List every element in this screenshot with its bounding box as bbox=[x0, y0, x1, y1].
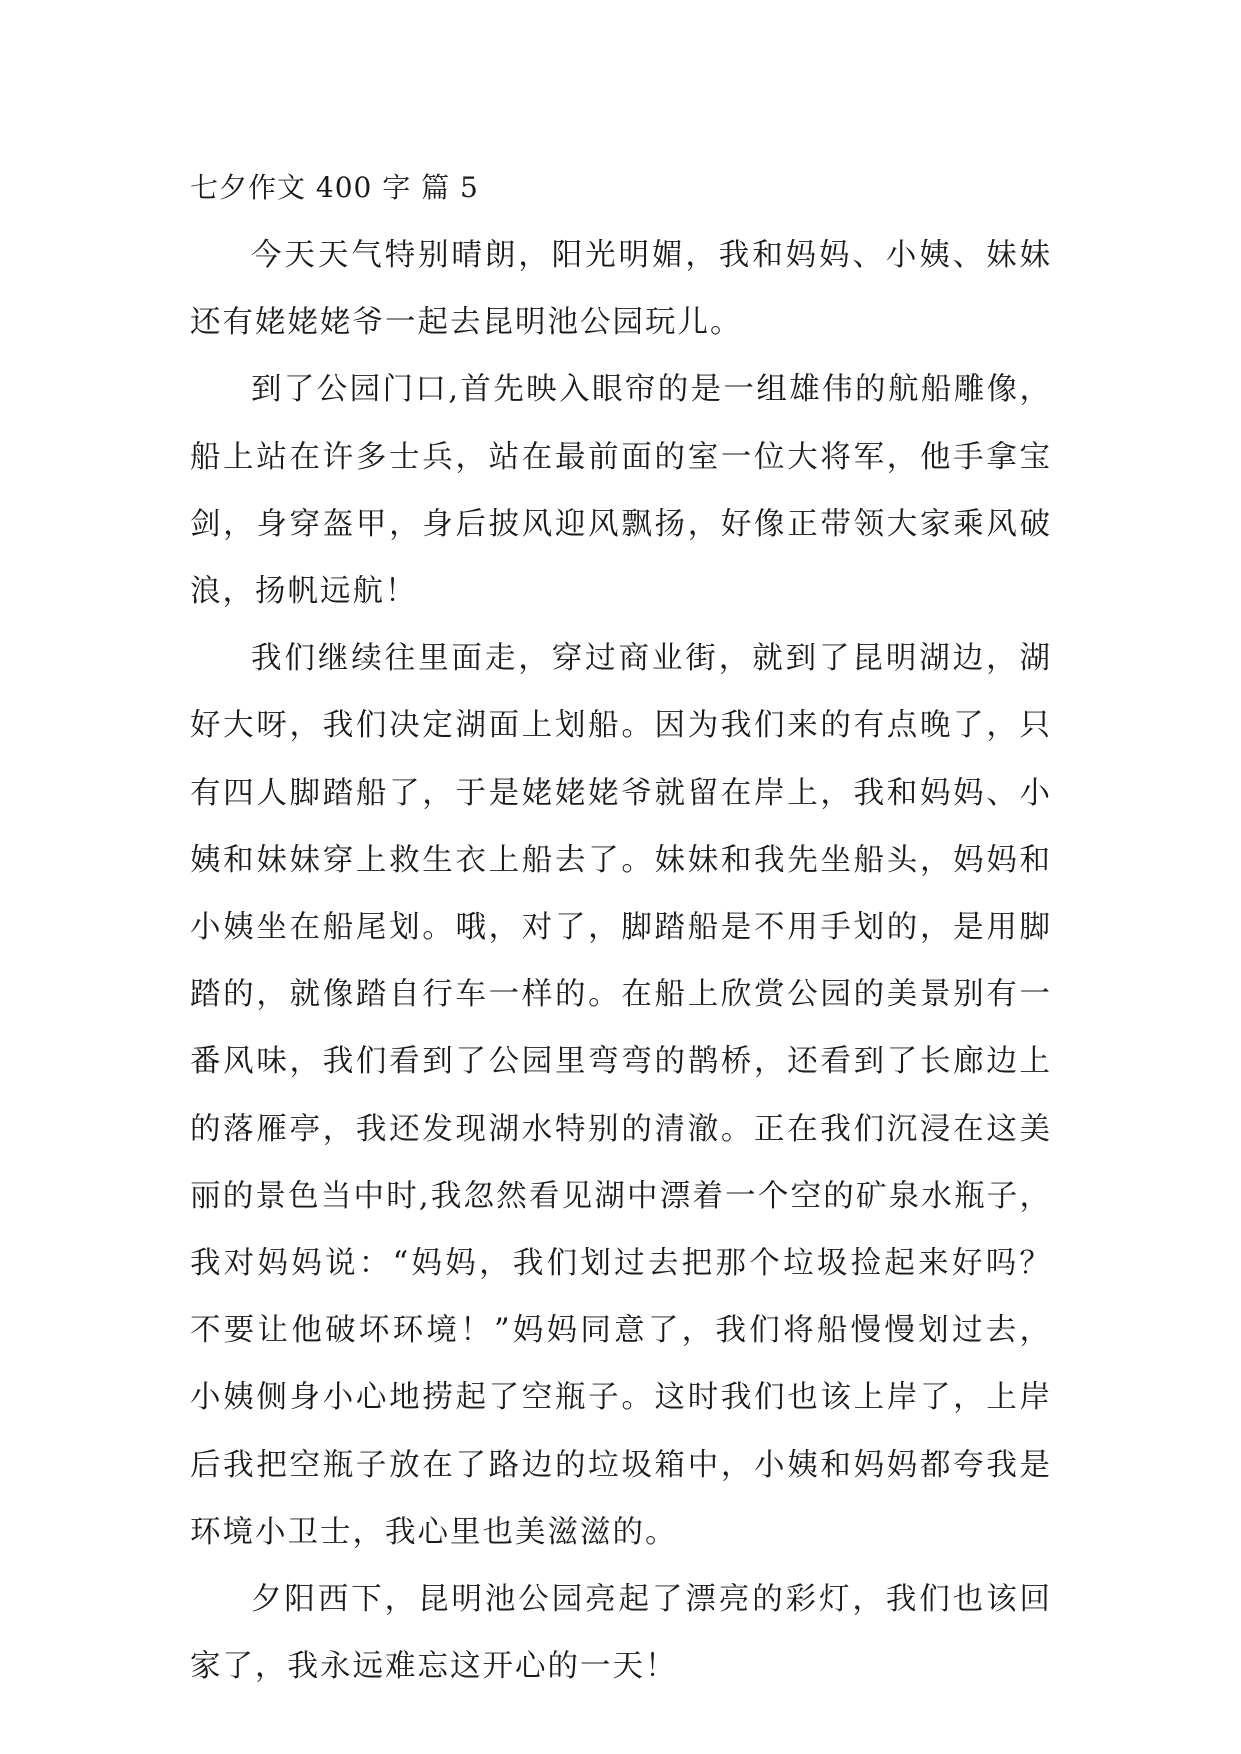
paragraph-3: 我们继续往里面走，穿过商业街，就到了昆明湖边，湖好大呀，我们决定湖面上划船。因为我们来的有点晚了，只有四人脚踏船了，于是姥姥姥爷就留在岸上，我和妈妈、小姨和妹妹穿上救生衣上船去了。妹妹和我先坐船头，妈妈和小姨坐在船尾划。哦，对了，脚踏船是不用手划的，是用脚踏的，就像踏自行车一样的。在船上欣赏公园的美景别有一番风味，我们看到了公园里弯弯的鹊桥，还看到了长廊边上的落雁亭，我还发现湖水特别的清澈。正在我们沉浸在这美丽的景色当中时,我忽然看见湖中漂着一个空的矿泉水瓶子，我对妈妈说：“妈妈，我们划过去把那个垃圾捡起来好吗？不要让他破坏环境！”妈妈同意了，我们将船慢慢划过去，小姨侧身小心地捞起了空瓶子。这时我们也该上岸了，上岸后我把空瓶子放在了路边的垃圾箱中，小姨和妈妈都夸我是环境小卫士，我心里也美滋滋的。 bbox=[190, 641, 1052, 1550]
paragraph-2: 到了公园门口,首先映入眼帘的是一组雄伟的航船雕像，船上站在许多士兵，站在最前面的室一位大将军，他手拿宝剑，身穿盔甲，身后披风迎风飘扬，好像正带领大家乘风破浪，扬帆远航！ bbox=[190, 372, 1052, 610]
paragraph-1: 今天天气特别晴朗，阳光明媚，我和妈妈、小姨、妹妹还有姥姥姥爷一起去昆明池公园玩儿。 bbox=[190, 238, 1052, 341]
essay-title: 七夕作文 400 字 篇 5 bbox=[190, 171, 479, 204]
essay-body bbox=[190, 158, 1052, 1700]
paragraph-4: 夕阳西下，昆明池公园亮起了漂亮的彩灯，我们也该回家了，我永远难忘这开心的一天！ bbox=[190, 1582, 1052, 1685]
